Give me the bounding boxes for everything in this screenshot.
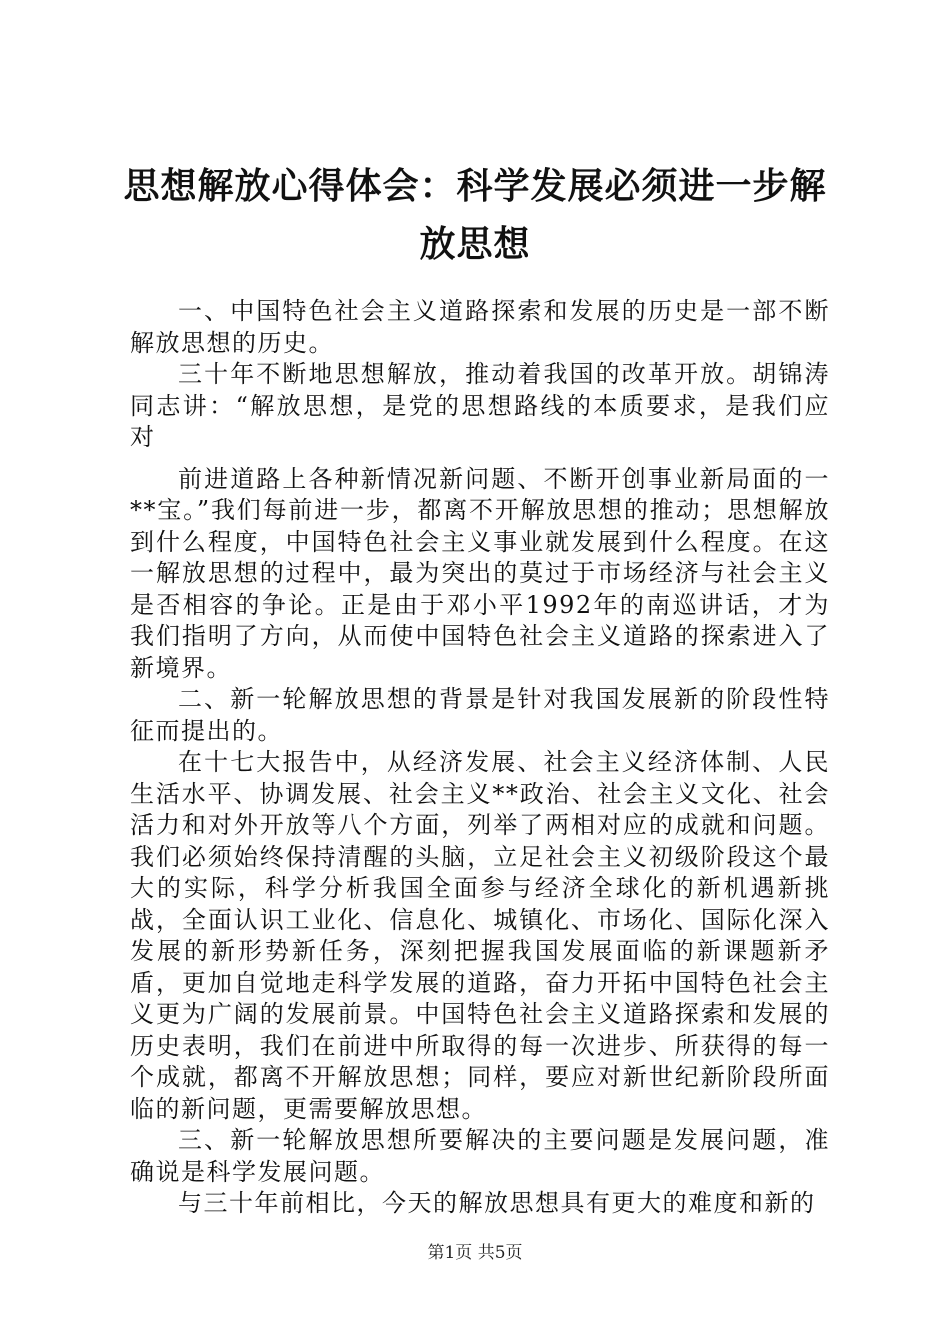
paragraph: 在十七大报告中，从经济发展、社会主义经济体制、人民生活水平、协调发展、社会主义**政治、社会主义文化、社会活力和对外开放等八个方面，列举了两相对应的成就和问题。我们必须始终保持清醒的头脑，立足社会主义初级阶段这个最大的实际，科学分析我国全面参与经济全球化的新机遇新挑战，全面认识工业化、信息化、城镇化、市场化、国际化深入发展的新形势新任务，深刻把握我国发展面临的新课题新矛盾，更加自觉地走科学发展的道路，奋力开拓中国特色社会主义更为广阔的发展前景。中国特色社会主义道路探索和发展的历史表明，我们在前进中所取得的每一次进步、所获得的每一个成就，都离不开解放思想；同样，要应对新世纪新阶段所面临的新问题，更需要解放思想。 bbox=[130, 748, 830, 1123]
paragraph: 一、中国特色社会主义道路探索和发展的历史是一部不断解放思想的历史。 bbox=[130, 297, 830, 357]
paragraph: 前进道路上各种新情况新问题、不断开创事业新局面的一**宝。”我们每前进一步，都离不开解放思想的推动；思想解放到什么程度，中国特色社会主义事业就发展到什么程度。在这一解放思想的过程中，最为突出的莫过于市场经济与社会主义是否相容的争论。正是由于邓小平1992年的南巡讲话，才为我们指明了方向，从而使中国特色社会主义道路的探索进入了新境界。 bbox=[130, 464, 830, 682]
page-footer: 第1页 共5页 bbox=[427, 1243, 523, 1263]
paragraph: 三、新一轮解放思想所要解决的主要问题是发展问题，准确说是科学发展问题。 bbox=[130, 1126, 830, 1186]
document-body bbox=[130, 296, 830, 1220]
paragraph: 三十年不断地思想解放，推动着我国的改革开放。胡锦涛同志讲：“解放思想，是党的思想路线的本质要求，是我们应对 bbox=[130, 360, 830, 451]
document-title: 思想解放心得体会：科学发展必须进一步解放思想 bbox=[123, 166, 827, 265]
paragraph: 二、新一轮解放思想的背景是针对我国发展新的阶段性特征而提出的。 bbox=[130, 685, 830, 745]
paragraph: 与三十年前相比，今天的解放思想具有更大的难度和新的 bbox=[178, 1189, 816, 1217]
